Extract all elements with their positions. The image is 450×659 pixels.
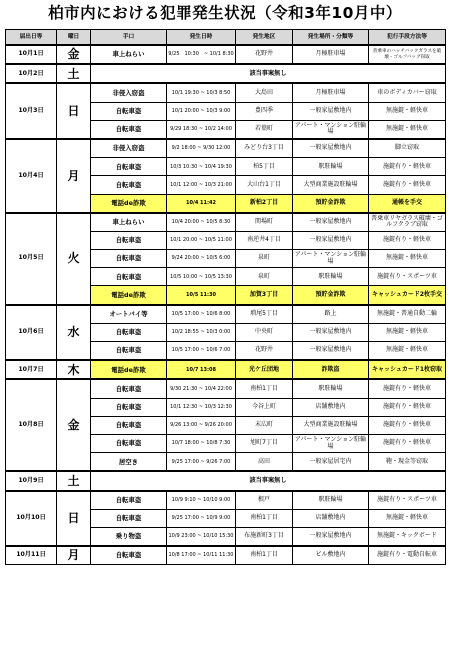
report-date: 10月9日 [6,471,57,490]
method-cell: 自転車盗 [91,158,167,176]
datetime-cell: 10/1 20:00 ~ 10/5 11:00 [167,231,236,249]
place-cell: 預貯金詐欺 [293,194,369,213]
table-body [6,45,446,565]
table-row [6,305,446,324]
area-cell: 根戸 [236,491,293,510]
place-cell: 一般家屋敷地内 [293,213,369,232]
means-cell: 無施錠・キックボード [369,527,446,546]
place-cell: 駅駐輪場 [293,268,369,286]
place-cell: アパート・マンション駐輪場 [293,250,369,268]
datetime-cell: 10/2 18:55 ~ 10/3 0:00 [167,323,236,341]
place-cell: 月極駐車場 [293,83,369,102]
datetime-cell: 10/7 18:00 ~ 10/8 7:30 [167,434,236,452]
report-date: 10月1日 [6,45,57,64]
report-date: 10月5日 [6,213,57,305]
means-cell: 無施錠・軽快車 [369,120,446,139]
method-cell: 車上ねらい [91,45,167,64]
datetime-cell: 9/29 18:30 ~ 10/2 14:00 [167,120,236,139]
method-cell: 自転車盗 [91,250,167,268]
means-cell: 施錠有り・軽快車 [369,434,446,452]
means-cell: 施錠有り・軽快車 [369,158,446,176]
column-header: 犯行手段方法等 [369,30,446,46]
datetime-cell: 10/5 17:00 ~ 10/6 7:00 [167,342,236,361]
table-row [6,83,446,102]
place-cell: 駅駐輪場 [293,379,369,398]
means-cell: 施錠有り・スポーツ車 [369,268,446,286]
area-cell: 大山台1丁目 [236,176,293,194]
page-title: 柏市内における犯罪発生状況（令和3年10月中） [48,4,402,22]
method-cell: 自転車盗 [91,231,167,249]
weekday: 日 [57,83,91,139]
means-cell: キャッシュカード1枚窃取 [369,360,446,379]
method-cell: 自転車盗 [91,398,167,416]
weekday: 水 [57,305,91,361]
means-cell: 鞄・現金等窃取 [369,453,446,472]
method-cell: 車上ねらい [91,213,167,232]
datetime-cell: 10/5 10:00 ~ 10/5 13:30 [167,268,236,286]
means-cell: 普乗車のハッチバックガラスを破壊・ゴルフバッグ窃取 [369,45,446,64]
method-cell: 自転車盗 [91,323,167,341]
area-cell: 泉町 [236,250,293,268]
weekday: 月 [57,546,91,565]
area-cell: 南柏1丁目 [236,379,293,398]
area-cell: 中央町 [236,323,293,341]
report-date: 10月3日 [6,83,57,139]
table-row [6,491,446,510]
area-cell: みどり台3丁目 [236,139,293,158]
method-cell: 非侵入窃盗 [91,139,167,158]
place-cell: 預貯金詐欺 [293,286,369,305]
area-cell: 若葉町 [236,120,293,139]
weekday: 火 [57,213,91,305]
means-cell: 施錠有り・電動自転車 [369,546,446,565]
report-date: 10月8日 [6,379,57,471]
report-date: 10月6日 [6,305,57,361]
weekday: 土 [57,64,91,83]
place-cell: 一般家屋敷地内 [293,231,369,249]
method-cell: 居空き [91,453,167,472]
datetime-cell: 9/25 17:00 ~ 9/26 7:00 [167,453,236,472]
method-cell: 電話de詐欺 [91,194,167,213]
area-cell: 高田 [236,453,293,472]
method-cell: 自転車盗 [91,416,167,434]
area-cell: 南柏1丁目 [236,546,293,565]
place-cell: 詐欺盗 [293,360,369,379]
means-cell: 無施錠・軽快車 [369,250,446,268]
means-cell: 無施錠・軽快車 [369,342,446,361]
datetime-cell: 10/1 19:30 ~ 10/3 8:50 [167,83,236,102]
crime-table [5,29,446,565]
day-row [6,64,446,83]
means-cell: キャッシュカード2枚手交 [369,286,446,305]
place-cell: アパート・マンション駐輪場 [293,120,369,139]
method-cell: 自転車盗 [91,434,167,452]
area-cell: 南柏1丁目 [236,509,293,527]
area-cell: 加賀3丁目 [236,286,293,305]
area-cell: 大島田 [236,83,293,102]
report-date: 10月4日 [6,139,57,213]
method-cell: 乗り物盗 [91,527,167,546]
means-cell: 無施錠・軽快車 [369,102,446,120]
place-cell: 一般家屋敷地内 [293,527,369,546]
datetime-cell: 9/24 20:00 ~ 10/5 6:00 [167,250,236,268]
place-cell: 大型商業施設駐輪場 [293,416,369,434]
table-row [6,360,446,379]
area-cell: 光ケ丘団地 [236,360,293,379]
place-cell: アパート・マンション駐輪場 [293,434,369,452]
datetime-cell: 10/7 13:08 [167,360,236,379]
method-cell: 自転車盗 [91,491,167,510]
weekday: 月 [57,139,91,213]
datetime-cell: 10/1 12:30 ~ 10/3 12:30 [167,398,236,416]
place-cell: 月極駐車場 [293,45,369,64]
means-cell: 普乗車リヤガラス破壊・ゴルフクラブ窃取 [369,213,446,232]
area-cell: 旭町7丁目 [236,434,293,452]
weekday: 金 [57,45,91,64]
report-date: 10月10日 [6,491,57,547]
means-cell: 施錠有り・軽快車 [369,176,446,194]
datetime-cell: 10/4 20:00 ~ 10/5 8:30 [167,213,236,232]
method-cell: 自転車盗 [91,379,167,398]
datetime-cell: 10/5 17:00 ~ 10/6 8:00 [167,305,236,324]
area-cell: 今谷上町 [236,398,293,416]
place-cell: 一般家屋敷地内 [293,342,369,361]
report-date: 10月7日 [6,360,57,379]
place-cell: 路上 [293,305,369,324]
method-cell: 電話de詐欺 [91,286,167,305]
day-row [6,471,446,490]
area-cell: 末広町 [236,416,293,434]
place-cell: 駅駐輪場 [293,158,369,176]
means-cell: 通帳を手交 [369,194,446,213]
datetime-cell: 9/25 10:30 ~ 10/1 8:30 [167,45,236,64]
area-cell: 新柏2丁目 [236,194,293,213]
method-cell: 自転車盗 [91,342,167,361]
weekday: 木 [57,360,91,379]
means-cell: 無施錠・普通自動二輪 [369,305,446,324]
table-row [6,139,446,158]
weekday: 日 [57,491,91,547]
place-cell: ビル敷地内 [293,546,369,565]
area-cell: 南逆井4丁目 [236,231,293,249]
means-cell: 脚立窃取 [369,139,446,158]
datetime-cell: 10/9 9:10 ~ 10/10 9:00 [167,491,236,510]
datetime-cell: 10/1 12:00 ~ 10/3 21:00 [167,176,236,194]
place-cell: 大型商業施設駐輪場 [293,176,369,194]
datetime-cell: 9/30 21:30 ~ 10/4 22:00 [167,379,236,398]
means-cell: 無施錠・軽快車 [369,509,446,527]
area-cell: 泉町 [236,268,293,286]
datetime-cell: 9/2 18:00 ~ 9/30 12:00 [167,139,236,158]
weekday: 土 [57,471,91,490]
area-cell: 布施新町3丁目 [236,527,293,546]
datetime-cell: 9/26 13:00 ~ 9/26 20:00 [167,416,236,434]
method-cell: 非侵入窃盗 [91,83,167,102]
table-row [6,45,446,64]
no-incident-text: 該当事案無し [91,64,446,83]
datetime-cell: 10/1 20:00 ~ 10/3 9:00 [167,102,236,120]
weekday: 金 [57,379,91,471]
method-cell: 電話de詐欺 [91,360,167,379]
column-header: 発生場所・分類等 [293,30,369,46]
column-header: 発生地区 [236,30,293,46]
table-row [6,379,446,398]
means-cell: 施錠有り・軽快車 [369,416,446,434]
datetime-cell: 9/25 17:00 ~ 10/9 9:00 [167,509,236,527]
place-cell: 店舗敷地内 [293,398,369,416]
column-header: 発生日時 [167,30,236,46]
table-row [6,546,446,565]
means-cell: 施錠有り・軽快車 [369,231,446,249]
method-cell: 自転車盗 [91,102,167,120]
area-cell: 関場町 [236,213,293,232]
means-cell: 車のボディカバー窃取 [369,83,446,102]
place-cell: 駅駐輪場 [293,491,369,510]
column-header: 手口 [91,30,167,46]
method-cell: オートバイ等 [91,305,167,324]
column-header: 曜日 [57,30,91,46]
area-cell: 豊四季 [236,102,293,120]
datetime-cell: 10/4 11:42 [167,194,236,213]
datetime-cell: 10/8 17:00 ~ 10/11 11:30 [167,546,236,565]
place-cell: 一般家屋敷地内 [293,139,369,158]
header-row [6,30,446,46]
means-cell: 施錠有り・軽快車 [369,379,446,398]
no-incident-text: 該当事案無し [91,471,446,490]
method-cell: 自転車盗 [91,120,167,139]
datetime-cell: 10/9 23:00 ~ 10/10 15:30 [167,527,236,546]
place-cell: 一般家屋敷地内 [293,102,369,120]
report-date: 10月11日 [6,546,57,565]
method-cell: 自転車盗 [91,268,167,286]
means-cell: 無施錠・軽快車 [369,323,446,341]
report-date: 10月2日 [6,64,57,83]
method-cell: 自転車盗 [91,509,167,527]
place-cell: 一般家屋居宅内 [293,453,369,472]
place-cell: 一般家屋敷地内 [293,323,369,341]
column-header: 届出日等 [6,30,57,46]
datetime-cell: 10/5 11:30 [167,286,236,305]
area-cell: 増尾5丁目 [236,305,293,324]
area-cell: 柏5丁目 [236,158,293,176]
place-cell: 店舗敷地内 [293,509,369,527]
datetime-cell: 10/3 10:30 ~ 10/4 19:30 [167,158,236,176]
area-cell: 花野井 [236,342,293,361]
method-cell: 自転車盗 [91,176,167,194]
means-cell: 施錠有り・スポーツ車 [369,491,446,510]
method-cell: 自転車盗 [91,546,167,565]
area-cell: 花野井 [236,45,293,64]
means-cell: 施錠有り・軽快車 [369,398,446,416]
table-row [6,213,446,232]
